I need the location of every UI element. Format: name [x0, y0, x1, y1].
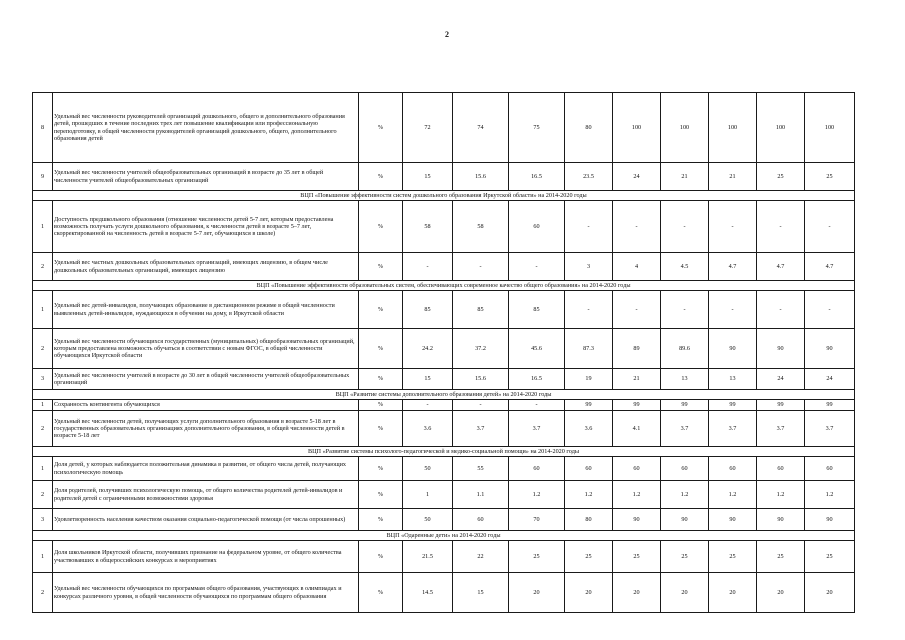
value-cell: -	[709, 201, 757, 253]
value-cell: 85	[509, 291, 565, 329]
value-cell: 80	[565, 509, 613, 531]
section-header-row	[33, 531, 855, 541]
value-cell: 100	[613, 93, 661, 163]
value-cell: 23.5	[565, 163, 613, 191]
value-cell: 4.7	[757, 253, 805, 281]
row-number: 1	[33, 201, 53, 253]
value-cell: 20	[509, 573, 565, 613]
section-title: ВЦП «Одаренные дети» на 2014-2020 годы	[33, 531, 855, 541]
value-cell: 13	[661, 369, 709, 390]
value-cell: 90	[805, 329, 855, 369]
value-cell: 1.2	[565, 481, 613, 509]
value-cell: 60	[661, 457, 709, 481]
value-cell: -	[757, 291, 805, 329]
indicator-description: Доля детей, у которых наблюдается положительная динамика в развитии, от общего числа детей, получающих психологическую помощь	[53, 457, 359, 481]
value-cell: 1.2	[805, 481, 855, 509]
unit-cell: %	[359, 369, 403, 390]
value-cell: 3.6	[565, 411, 613, 447]
value-cell: 25	[613, 541, 661, 573]
table-row	[33, 573, 855, 613]
value-cell: 21	[709, 163, 757, 191]
table-row	[33, 481, 855, 509]
value-cell: 60	[565, 457, 613, 481]
value-cell: 25	[757, 163, 805, 191]
table-row	[33, 201, 855, 253]
row-number: 1	[33, 457, 53, 481]
value-cell: 75	[509, 93, 565, 163]
value-cell: 20	[709, 573, 757, 613]
value-cell: 25	[709, 541, 757, 573]
value-cell: 45.6	[509, 329, 565, 369]
indicator-description: Удельный вес численности детей, получающих услуги дополнительного образования в возрасте 5-18 лет в государственных образовательных организациях дополнительного образования, в общей численности детей в возрасте 5-18 лет	[53, 411, 359, 447]
unit-cell: %	[359, 541, 403, 573]
unit-cell: %	[359, 400, 403, 411]
value-cell: 60	[509, 457, 565, 481]
value-cell: 3	[565, 253, 613, 281]
indicator-description: Удельный вес численности учителей общеобразовательных организаций в возрасте до 35 лет в общей численности учителей общеобразовательных организаций	[53, 163, 359, 191]
value-cell: 99	[757, 400, 805, 411]
value-cell: 4.1	[613, 411, 661, 447]
value-cell: 100	[661, 93, 709, 163]
row-number: 8	[33, 93, 53, 163]
value-cell: 21.5	[403, 541, 453, 573]
value-cell: 4	[613, 253, 661, 281]
value-cell: 100	[709, 93, 757, 163]
value-cell: -	[453, 400, 509, 411]
row-number: 9	[33, 163, 53, 191]
value-cell: 14.5	[403, 573, 453, 613]
value-cell: 100	[805, 93, 855, 163]
value-cell: 4.7	[709, 253, 757, 281]
value-cell: 55	[453, 457, 509, 481]
value-cell: 70	[509, 509, 565, 531]
value-cell: 3.7	[709, 411, 757, 447]
value-cell: 25	[661, 541, 709, 573]
value-cell: -	[509, 400, 565, 411]
value-cell: 99	[565, 400, 613, 411]
value-cell: 90	[757, 509, 805, 531]
value-cell: 16.5	[509, 163, 565, 191]
value-cell: -	[613, 201, 661, 253]
value-cell: 87.3	[565, 329, 613, 369]
value-cell: 20	[613, 573, 661, 613]
value-cell: -	[453, 253, 509, 281]
value-cell: 1.2	[661, 481, 709, 509]
value-cell: 58	[403, 201, 453, 253]
row-number: 2	[33, 329, 53, 369]
row-number: 1	[33, 291, 53, 329]
value-cell: 74	[453, 93, 509, 163]
value-cell: -	[709, 291, 757, 329]
value-cell: 1.2	[757, 481, 805, 509]
value-cell: 4.5	[661, 253, 709, 281]
value-cell: 25	[509, 541, 565, 573]
value-cell: 85	[453, 291, 509, 329]
value-cell: 58	[453, 201, 509, 253]
unit-cell: %	[359, 329, 403, 369]
value-cell: -	[565, 201, 613, 253]
row-number: 3	[33, 509, 53, 531]
indicator-description: Удельный вес численности обучающихся государственных (муниципальных) общеобразовательных организаций, которым предоставлена возможность обучаться в соответствии с новым ФГОС, в общей численности обучающихся Иркутской области	[53, 329, 359, 369]
value-cell: 25	[757, 541, 805, 573]
table-row	[33, 541, 855, 573]
row-number: 2	[33, 253, 53, 281]
value-cell: 1.2	[613, 481, 661, 509]
value-cell: 15	[453, 573, 509, 613]
value-cell: 60	[709, 457, 757, 481]
value-cell: 16.5	[509, 369, 565, 390]
value-cell: 99	[613, 400, 661, 411]
row-number: 2	[33, 481, 53, 509]
value-cell: 20	[565, 573, 613, 613]
section-header-row	[33, 390, 855, 400]
indicator-description: Сохранность контингента обучающихся	[53, 400, 359, 411]
value-cell: 3.7	[509, 411, 565, 447]
unit-cell: %	[359, 573, 403, 613]
section-header-row	[33, 281, 855, 291]
unit-cell: %	[359, 291, 403, 329]
value-cell: 99	[661, 400, 709, 411]
value-cell: 72	[403, 93, 453, 163]
value-cell: 15.6	[453, 369, 509, 390]
unit-cell: %	[359, 411, 403, 447]
value-cell: 1	[403, 481, 453, 509]
value-cell: 100	[757, 93, 805, 163]
value-cell: 3.7	[805, 411, 855, 447]
indicator-description: Доступность предшкольного образования (отношение численности детей 5-7 лет, которым предоставлена возможность получать услуги дошкольного образования, к численности детей в возрасте 5–7 лет, скорректированной на численность детей в возрасте 5-7 лет, обучающихся в школе)	[53, 201, 359, 253]
value-cell: -	[805, 201, 855, 253]
value-cell: 99	[709, 400, 757, 411]
row-number: 1	[33, 541, 53, 573]
value-cell: 25	[565, 541, 613, 573]
indicator-description: Удельный вес численности руководителей организаций дошкольного, общего и дополнительного образования детей, прошедших в течение последних трех лет повышение квалификации или профессиональную переподготовку, в общей численности руководителей организаций дошкольного, общего, дополнительного образования детей	[53, 93, 359, 163]
value-cell: 90	[709, 329, 757, 369]
unit-cell: %	[359, 163, 403, 191]
value-cell: 25	[805, 541, 855, 573]
row-number: 3	[33, 369, 53, 390]
value-cell: -	[661, 201, 709, 253]
value-cell: 24.2	[403, 329, 453, 369]
table-row	[33, 400, 855, 411]
table-row	[33, 411, 855, 447]
value-cell: 90	[709, 509, 757, 531]
value-cell: 60	[613, 457, 661, 481]
table-row	[33, 329, 855, 369]
table-row	[33, 291, 855, 329]
row-number: 2	[33, 573, 53, 613]
value-cell: 3.6	[403, 411, 453, 447]
section-title: ВЦП «Развитие системы дополнительного образования детей» на 2014-2020 годы	[33, 390, 855, 400]
value-cell: 25	[805, 163, 855, 191]
indicator-description: Удельный вес численности обучающихся по программам общего образования, участвующих в олимпиадах и конкурсах различного уровня, в общей численности обучающихся по программам общего образования	[53, 573, 359, 613]
table-body	[33, 93, 855, 613]
indicators-table	[32, 92, 855, 613]
value-cell: 60	[805, 457, 855, 481]
value-cell: 22	[453, 541, 509, 573]
indicator-description: Доля родителей, получивших психологическую помощь, от общего количества родителей детей-инвалидов и родителей детей с ограниченными возможностями здоровья	[53, 481, 359, 509]
value-cell: 24	[805, 369, 855, 390]
value-cell: 50	[403, 509, 453, 531]
value-cell: -	[661, 291, 709, 329]
page-number: 2	[445, 30, 449, 39]
value-cell: 21	[613, 369, 661, 390]
value-cell: 21	[661, 163, 709, 191]
value-cell: 99	[805, 400, 855, 411]
value-cell: 37.2	[453, 329, 509, 369]
value-cell: 15	[403, 163, 453, 191]
unit-cell: %	[359, 509, 403, 531]
value-cell: -	[805, 291, 855, 329]
value-cell: 13	[709, 369, 757, 390]
value-cell: 20	[757, 573, 805, 613]
value-cell: 80	[565, 93, 613, 163]
value-cell: 15	[403, 369, 453, 390]
value-cell: 1.1	[453, 481, 509, 509]
value-cell: 3.7	[453, 411, 509, 447]
value-cell: 90	[805, 509, 855, 531]
value-cell: 90	[613, 509, 661, 531]
value-cell: -	[565, 291, 613, 329]
table-row	[33, 369, 855, 390]
unit-cell: %	[359, 253, 403, 281]
value-cell: 89.6	[661, 329, 709, 369]
value-cell: 60	[757, 457, 805, 481]
row-number: 1	[33, 400, 53, 411]
table-row	[33, 457, 855, 481]
table-row	[33, 163, 855, 191]
indicator-description: Удовлетворенность населения качеством оказания социально-педагогической помощи (от числа опрошенных)	[53, 509, 359, 531]
section-title: ВЦП «Развитие системы психолого-педагогической и медико-социальной помощи» на 2014-2020 годы	[33, 447, 855, 457]
value-cell: -	[403, 400, 453, 411]
indicator-description: Доля школьников Иркутской области, получивших признание на федеральном уровне, от общего количества участвовавших в общероссийских конкурсах и мероприятиях	[53, 541, 359, 573]
value-cell: 19	[565, 369, 613, 390]
table-row	[33, 93, 855, 163]
value-cell: -	[757, 201, 805, 253]
value-cell: 60	[509, 201, 565, 253]
indicator-description: Удельный вес детей-инвалидов, получающих образование в дистанционном режиме в общей численности выявленных детей-инвалидов, нуждающихся в обучении на дому, в Иркутской области	[53, 291, 359, 329]
value-cell: -	[403, 253, 453, 281]
value-cell: -	[613, 291, 661, 329]
value-cell: 50	[403, 457, 453, 481]
section-header-row	[33, 191, 855, 201]
value-cell: 90	[661, 509, 709, 531]
table-row	[33, 509, 855, 531]
value-cell: 1.2	[509, 481, 565, 509]
value-cell: 1.2	[709, 481, 757, 509]
unit-cell: %	[359, 481, 403, 509]
value-cell: 15.6	[453, 163, 509, 191]
value-cell: 20	[805, 573, 855, 613]
value-cell: 20	[661, 573, 709, 613]
unit-cell: %	[359, 93, 403, 163]
unit-cell: %	[359, 201, 403, 253]
section-title: ВЦП «Повышение эффективности систем дошкольного образования Иркутской области» на 2014-2020 годы	[33, 191, 855, 201]
value-cell: 3.7	[661, 411, 709, 447]
indicator-description: Удельный вес частных дошкольных образовательных организаций, имеющих лицензию, в общем числе дошкольных образовательных организаций, имеющих лицензию	[53, 253, 359, 281]
value-cell: 85	[403, 291, 453, 329]
value-cell: 4.7	[805, 253, 855, 281]
value-cell: 24	[613, 163, 661, 191]
value-cell: -	[509, 253, 565, 281]
section-title: ВЦП «Повышение эффективности образовательных систем, обеспечивающих современное качество общего образования» на 2014-2020 годы	[33, 281, 855, 291]
table-row	[33, 253, 855, 281]
section-header-row	[33, 447, 855, 457]
value-cell: 90	[757, 329, 805, 369]
value-cell: 24	[757, 369, 805, 390]
indicator-description: Удельный вес численности учителей в возрасте до 30 лет в общей численности учителей общеобразовательных организаций	[53, 369, 359, 390]
value-cell: 89	[613, 329, 661, 369]
value-cell: 3.7	[757, 411, 805, 447]
row-number: 2	[33, 411, 53, 447]
unit-cell: %	[359, 457, 403, 481]
value-cell: 60	[453, 509, 509, 531]
